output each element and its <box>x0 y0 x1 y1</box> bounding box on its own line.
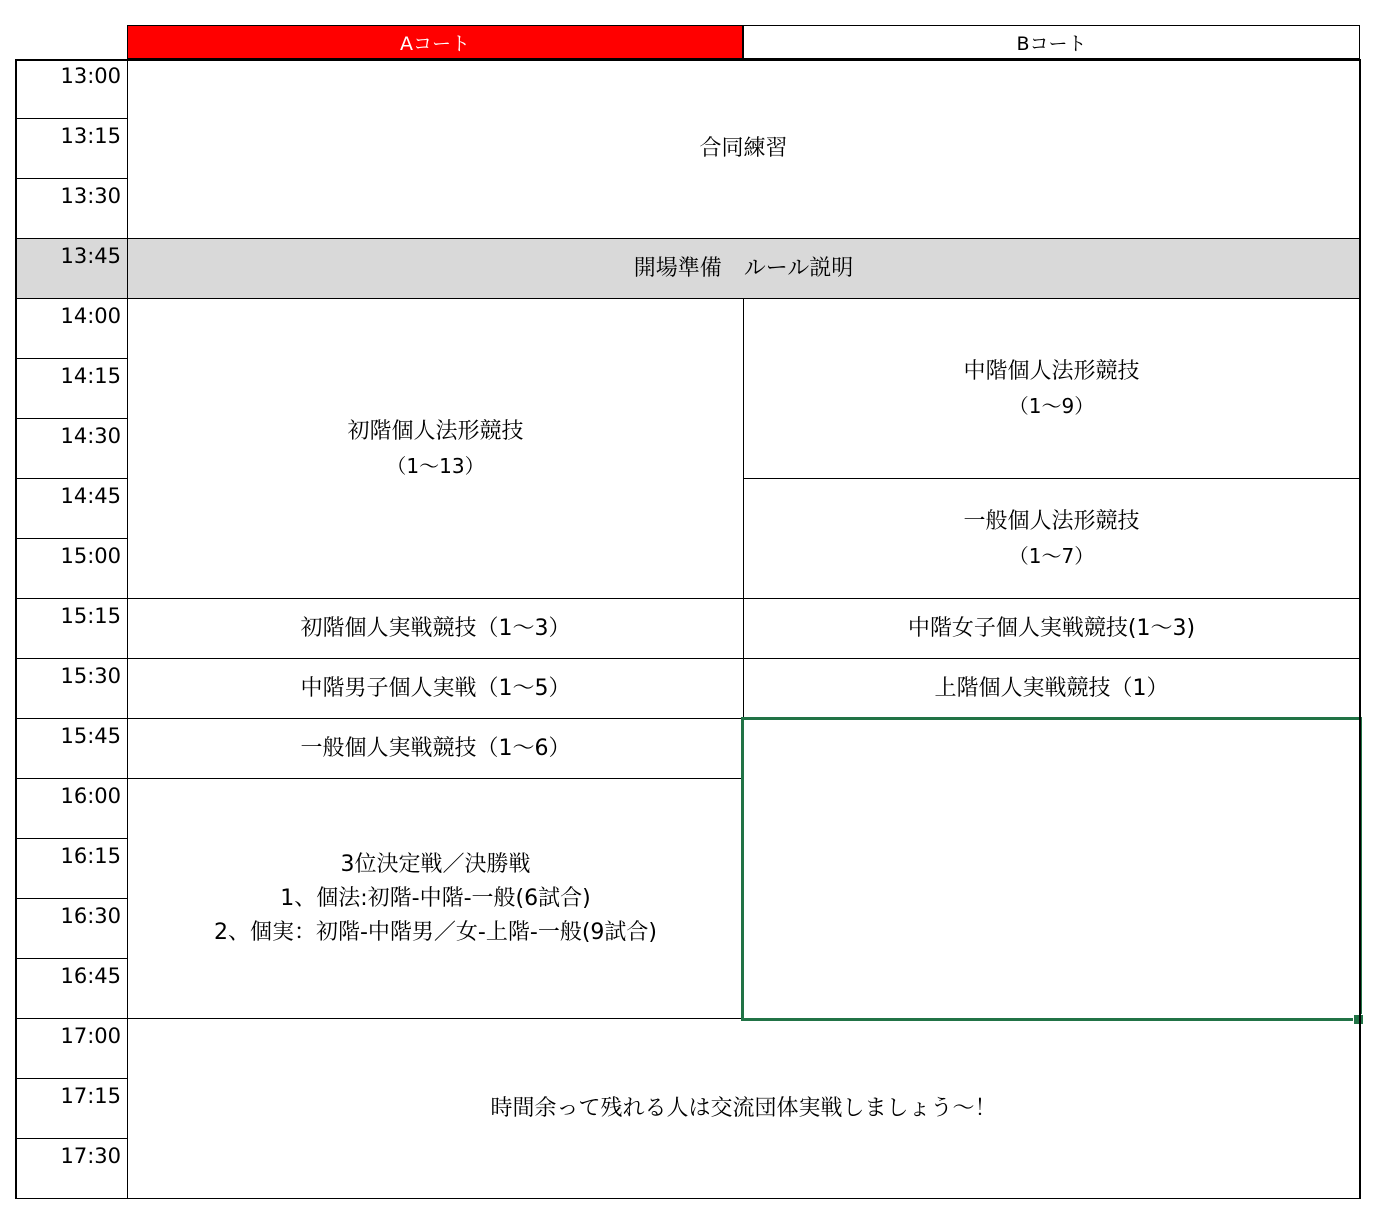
time-cell[interactable]: 13:15 <box>15 119 127 179</box>
block-b-general-forms[interactable] <box>743 479 1360 599</box>
cell-selection-outline <box>741 717 1362 1021</box>
b-intermediate-women-sparring-label: 中階女子個人実戦競技(1～3) <box>907 615 1196 641</box>
time-cell[interactable]: 17:00 <box>15 1019 127 1079</box>
header-court-a[interactable]: Aコート <box>127 25 743 59</box>
b-advanced-sparring-label: 上階個人実戦競技（1） <box>934 675 1169 701</box>
block-b-intermediate-forms[interactable] <box>743 299 1360 479</box>
time-cell[interactable]: 17:15 <box>15 1079 127 1139</box>
b-general-forms-title: 一般個人法形競技 <box>963 508 1140 534</box>
block-a-general-sparring[interactable] <box>127 719 743 779</box>
time-cell[interactable]: 16:45 <box>15 959 127 1019</box>
block-b-advanced-sparring[interactable] <box>743 659 1360 719</box>
block-finals[interactable] <box>127 779 743 1019</box>
time-cell[interactable]: 14:45 <box>15 479 127 539</box>
time-cell[interactable]: 15:00 <box>15 539 127 599</box>
time-cell[interactable]: 15:45 <box>15 719 127 779</box>
closing-label: 時間余って残れる人は交流団体実戦しましょう～！ <box>490 1095 997 1121</box>
b-general-forms-range: （1～7） <box>1008 543 1095 568</box>
block-joint-practice[interactable] <box>127 59 1360 239</box>
b-intermediate-forms-range: （1～9） <box>1008 393 1095 418</box>
block-b-intermediate-women-sparring[interactable] <box>743 599 1360 659</box>
time-cell[interactable]: 13:30 <box>15 179 127 239</box>
grid-left-border <box>15 59 17 1199</box>
time-cell[interactable]: 15:15 <box>15 599 127 659</box>
time-cell[interactable]: 16:15 <box>15 839 127 899</box>
time-cell[interactable]: 14:15 <box>15 359 127 419</box>
block-a-beginner-forms[interactable] <box>127 299 743 599</box>
time-cell[interactable]: 16:00 <box>15 779 127 839</box>
block-a-beginner-sparring[interactable] <box>127 599 743 659</box>
header-court-b[interactable]: Bコート <box>743 25 1360 59</box>
time-cell[interactable]: 14:00 <box>15 299 127 359</box>
time-cell[interactable]: 17:30 <box>15 1139 127 1199</box>
time-cell[interactable]: 14:30 <box>15 419 127 479</box>
block-opening[interactable] <box>127 239 1360 299</box>
opening-label: 開場準備 ルール説明 <box>633 255 854 281</box>
grid-right-border <box>1359 59 1361 1199</box>
time-cell[interactable]: 13:45 <box>15 239 127 299</box>
finals-line2: 1、個法:初階-中階-一般(6試合) <box>280 885 591 911</box>
a-intermediate-men-sparring-label: 中階男子個人実戦（1～5） <box>300 675 571 701</box>
b-intermediate-forms-title: 中階個人法形競技 <box>963 358 1140 384</box>
a-beginner-sparring-label: 初階個人実戦競技（1～3） <box>300 615 571 641</box>
a-beginner-forms-title: 初階個人法形競技 <box>347 418 524 444</box>
time-cell[interactable]: 13:00 <box>15 59 127 119</box>
time-cell[interactable]: 16:30 <box>15 899 127 959</box>
block-closing[interactable] <box>127 1019 1360 1199</box>
time-cell[interactable]: 15:30 <box>15 659 127 719</box>
finals-line3: 2、個実：初階-中階男／女-上階-一般(9試合) <box>214 919 657 945</box>
finals-line1: 3位決定戦／決勝戦 <box>340 851 531 877</box>
block-a-intermediate-men-sparring[interactable] <box>127 659 743 719</box>
joint-practice-label: 合同練習 <box>699 135 788 161</box>
a-beginner-forms-range: （1～13） <box>386 453 485 478</box>
a-general-sparring-label: 一般個人実戦競技（1～6） <box>300 735 571 761</box>
